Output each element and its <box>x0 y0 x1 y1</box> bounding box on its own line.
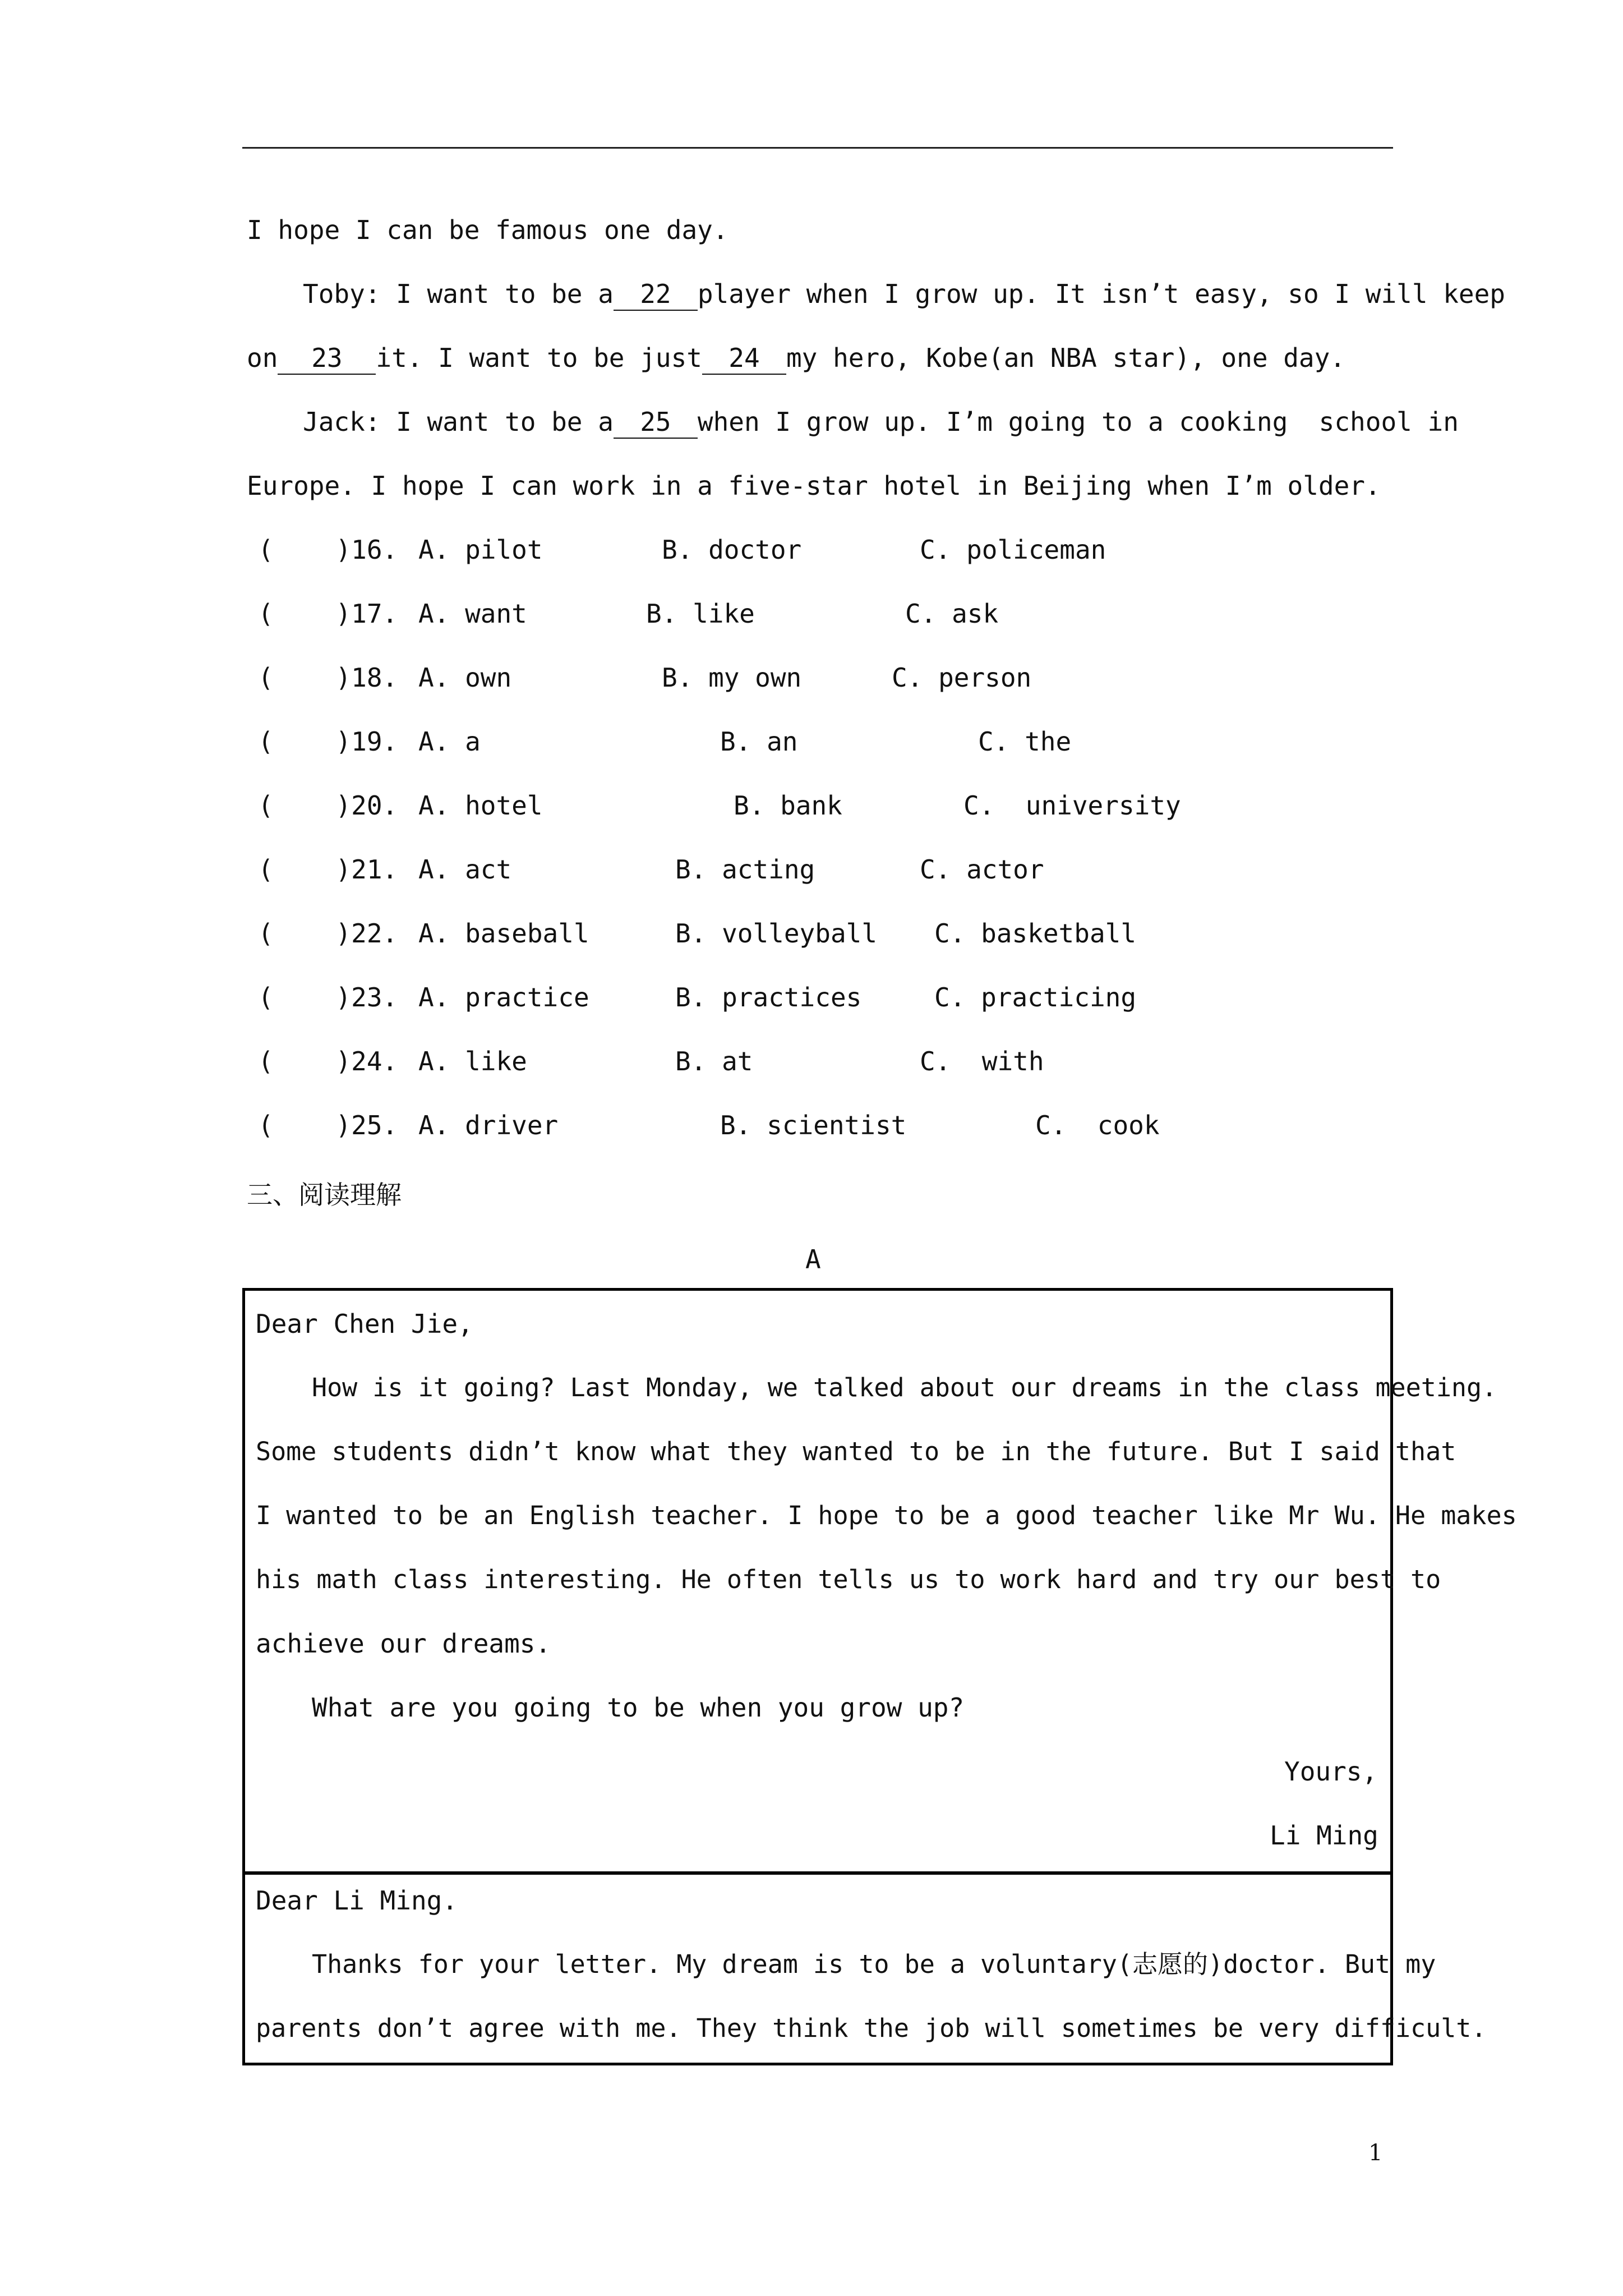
option-b: B. doctor <box>662 535 802 565</box>
passage-line-toby-1: Toby: I want to be a 22 player when I grow up. It isn’t easy, so I will keep <box>303 277 1505 311</box>
option-c: C. basketball <box>934 918 1137 949</box>
letter1-paragraph-line: Some students didn’t know what they wanted to be in the future. But I said that <box>256 1437 1456 1466</box>
option-c: C. practicing <box>934 982 1137 1013</box>
option-a: A. own <box>418 662 512 693</box>
letter1-greeting: Dear Chen Jie, <box>256 1309 473 1339</box>
question-number: ( )22. <box>258 918 398 949</box>
letter2-greeting: Dear Li Ming. <box>256 1885 458 1916</box>
letter1-paragraph-line: What are you going to be when you grow up? <box>312 1692 965 1723</box>
page-number: 1 <box>1368 2140 1383 2166</box>
letter2-paragraph-line: parents don’t agree with me. They think the job will sometimes be very difficult. <box>256 2013 1487 2043</box>
question-number: ( )23. <box>258 982 398 1013</box>
letter1-paragraph-line: achieve our dreams. <box>256 1628 551 1659</box>
option-a: A. pilot <box>418 535 543 565</box>
section-letter: A <box>805 1244 821 1274</box>
question-number: ( )17. <box>258 599 398 629</box>
option-c: C. cook <box>1035 1110 1160 1140</box>
blank-22: 22 <box>614 278 698 311</box>
option-a: A. like <box>418 1046 527 1076</box>
question-number: ( )21. <box>258 854 398 885</box>
option-c: C. the <box>978 726 1072 757</box>
question-number: ( )19. <box>258 726 398 757</box>
letter1-closing: Yours, <box>1284 1756 1378 1787</box>
question-number: ( )24. <box>258 1046 398 1076</box>
option-b: B. volleyball <box>675 918 878 949</box>
passage-line-jack-2: Europe. I hope I can work in a five-star hotel in Beijing when I’m older. <box>247 471 1381 501</box>
letter2-paragraph-line: Thanks for your letter. My dream is to be a voluntary(志愿的)doctor. But my <box>312 1949 1436 1979</box>
letter1-paragraph-line: How is it going? Last Monday, we talked about our dreams in the class meeting. <box>312 1373 1497 1402</box>
option-b: B. practices <box>675 982 862 1013</box>
option-c: C. person <box>892 662 1032 693</box>
option-b: B. at <box>675 1046 753 1076</box>
blank-24: 24 <box>702 342 786 375</box>
blank-23: 23 <box>278 342 376 375</box>
option-c: C. ask <box>905 599 999 629</box>
option-c: C. actor <box>920 854 1044 885</box>
option-a: A. act <box>418 854 512 885</box>
passage-line-toby-2: on 23 it. I want to be just 24 my hero, Kobe(an NBA star), one day. <box>247 341 1345 375</box>
option-c: C. policeman <box>920 535 1106 565</box>
option-c: C. university <box>963 790 1181 821</box>
option-b: B. acting <box>675 854 815 885</box>
option-a: A. a <box>418 726 481 757</box>
option-c: C. with <box>920 1046 1044 1076</box>
option-a: A. want <box>418 599 527 629</box>
option-b: B. my own <box>662 662 802 693</box>
question-number: ( )25. <box>258 1110 398 1140</box>
passage-line: I hope I can be famous one day. <box>247 215 728 245</box>
option-b: B. bank <box>734 790 842 821</box>
option-b: B. like <box>646 599 755 629</box>
header-rule <box>242 147 1393 149</box>
passage-line-jack-1: Jack: I want to be a 25 when I grow up. I’m going to a cooking school in <box>303 405 1459 439</box>
question-number: ( )20. <box>258 790 398 821</box>
option-b: B. an <box>720 726 798 757</box>
question-number: ( )16. <box>258 535 398 565</box>
blank-25: 25 <box>614 406 698 439</box>
option-a: A. practice <box>418 982 589 1013</box>
option-a: A. hotel <box>418 790 543 821</box>
option-a: A. baseball <box>418 918 589 949</box>
letter1-paragraph-line: his math class interesting. He often tells us to work hard and try our best to <box>256 1565 1441 1594</box>
letter1-paragraph-line: I wanted to be an English teacher. I hope to be a good teacher like Mr Wu. He makes <box>256 1501 1517 1530</box>
option-b: B. scientist <box>720 1110 907 1140</box>
option-a: A. driver <box>418 1110 559 1140</box>
question-number: ( )18. <box>258 662 398 693</box>
letter1-signature: Li Ming <box>1270 1820 1378 1851</box>
section-title: 三、阅读理解 <box>247 1180 402 1210</box>
